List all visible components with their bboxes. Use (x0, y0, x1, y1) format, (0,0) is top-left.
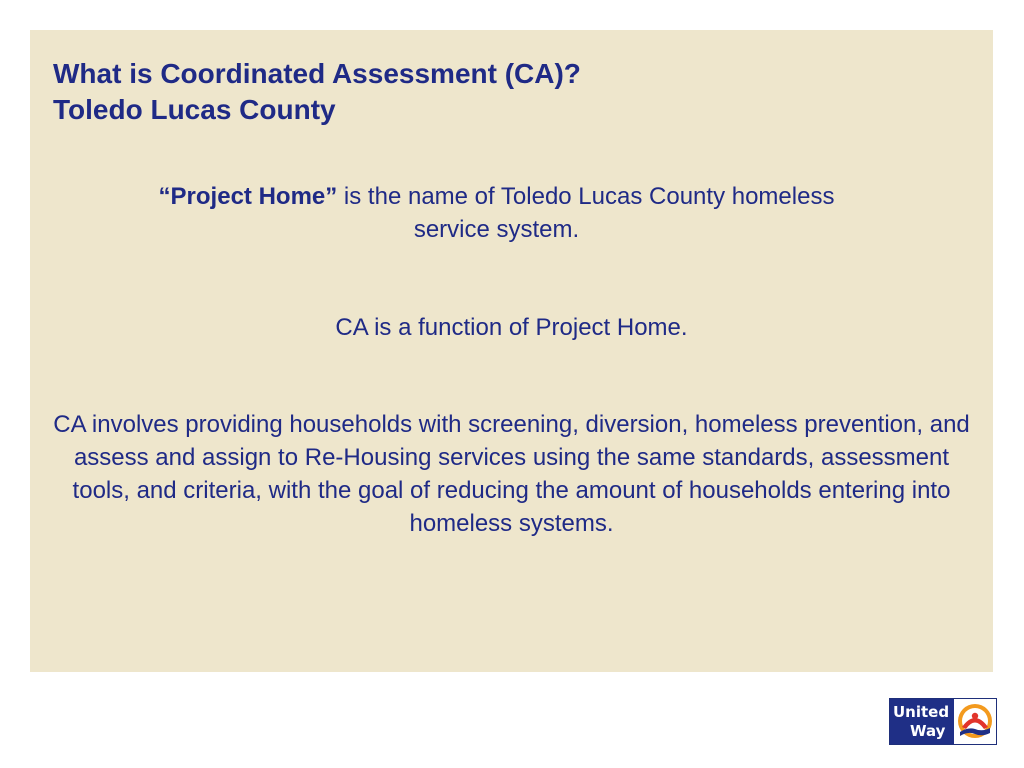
title-line-2: Toledo Lucas County (53, 94, 336, 125)
united-way-hand-rainbow-icon (954, 699, 996, 744)
project-home-description: is the name of Toledo Lucas County homeless service system. (337, 183, 835, 243)
logo-line-1: United (893, 703, 950, 721)
slide-title (53, 56, 581, 128)
project-home-emphasis: “Project Home” (158, 183, 338, 210)
paragraph-ca-involves: CA involves providing households with screening, diversion, homeless prevention, and assess and assign to Re-Housing services using the same standards, assessment tools, and criteria, with the goal of reducing the amount of households entering into homeless systems. (53, 411, 970, 537)
logo-line-2: Way (910, 722, 946, 740)
paragraph-ca-function: CA is a function of Project Home. (335, 314, 688, 341)
logo-wordmark (890, 699, 954, 744)
united-way-logo (889, 698, 997, 745)
title-line-1: What is Coordinated Assessment (CA)? (53, 58, 581, 89)
slide-panel (30, 30, 993, 672)
paragraph-project-home (130, 180, 863, 246)
